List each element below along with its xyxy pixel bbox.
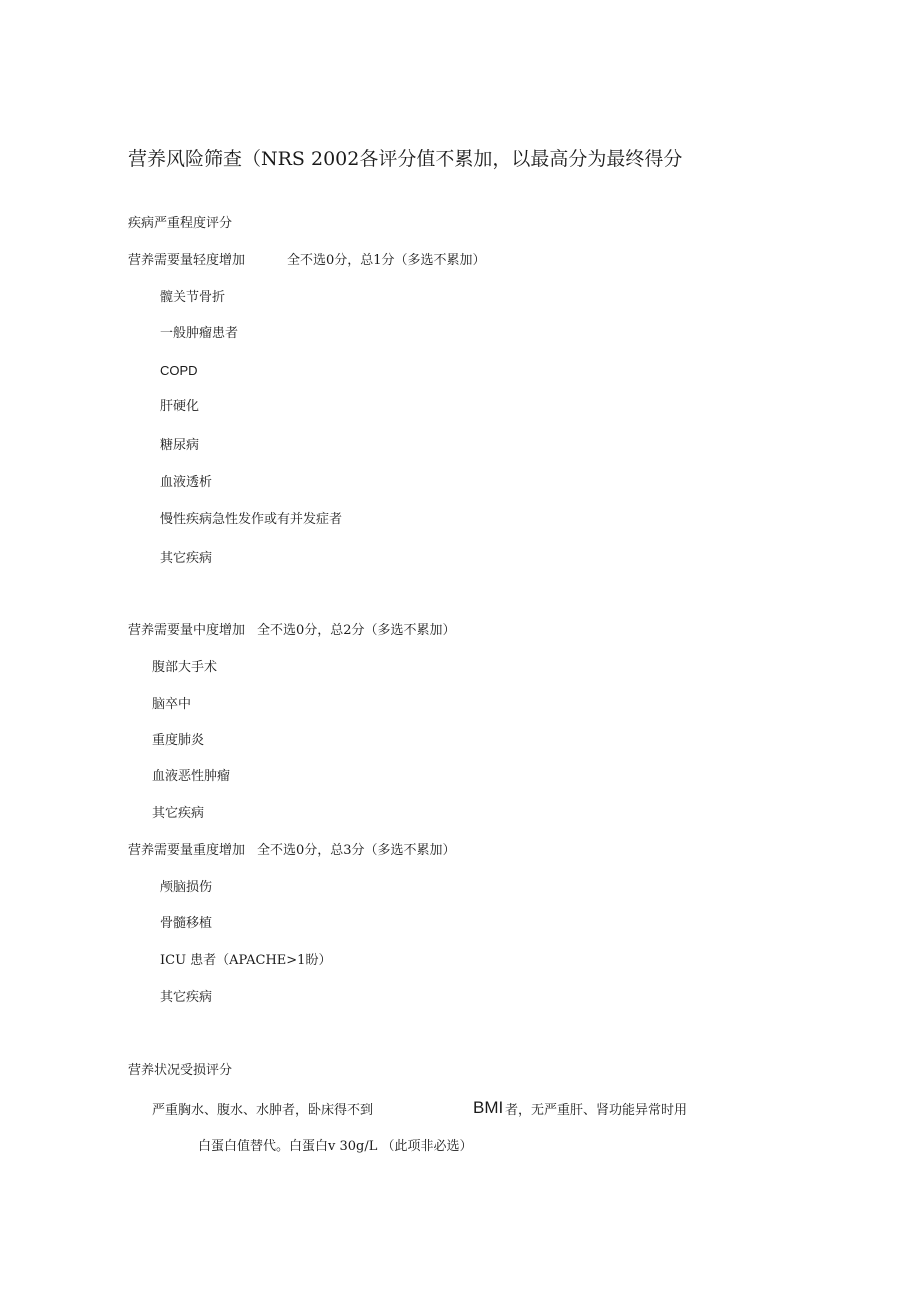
severe-label: 营养需要量重度增加 bbox=[128, 843, 246, 858]
nutrition-line1-part1: 严重胸水、腹水、水肿者，卧床得不到 bbox=[152, 1103, 374, 1118]
moderate-label: 营养需要量中度增加 bbox=[128, 623, 246, 638]
severe-item: ICU 患者（APACHE>1盼） bbox=[160, 953, 332, 968]
moderate-item: 腹部大手术 bbox=[152, 660, 218, 675]
nutrition-bmi-label: BMI bbox=[473, 1098, 504, 1117]
mild-item: 慢性疾病急性发作或有并发症者 bbox=[160, 512, 343, 527]
moderate-item: 血液恶性肿瘤 bbox=[152, 769, 231, 784]
mild-item: 血液透析 bbox=[160, 475, 213, 490]
mild-item: 髋关节骨折 bbox=[160, 290, 226, 305]
severe-item: 其它疾病 bbox=[160, 990, 213, 1005]
severe-item: 颅脑损伤 bbox=[160, 880, 213, 895]
disease-section-heading: 疾病严重程度评分 bbox=[128, 216, 233, 231]
nutrition-line2: 白蛋白值替代。白蛋白v 30g/L （此项非必选） bbox=[198, 1139, 473, 1154]
mild-note: 全不选0分，总1分（多选不累加） bbox=[287, 253, 486, 268]
mild-item: 糖尿病 bbox=[160, 438, 200, 453]
page-title: 营养风险筛查（NRS 2002各评分值不累加，以最高分为最终得分 bbox=[128, 148, 683, 170]
moderate-item: 其它疾病 bbox=[152, 806, 205, 821]
severe-note: 全不选0分，总3分（多选不累加） bbox=[257, 843, 456, 858]
mild-item: 肝硬化 bbox=[160, 399, 200, 414]
moderate-note: 全不选0分，总2分（多选不累加） bbox=[257, 623, 456, 638]
moderate-item: 脑卒中 bbox=[152, 697, 192, 712]
nutrition-line1-part2: 者，无严重肝、肾功能异常时用 bbox=[505, 1103, 688, 1118]
mild-item: 其它疾病 bbox=[160, 551, 213, 566]
mild-item: COPD bbox=[160, 363, 198, 378]
mild-label: 营养需要量轻度增加 bbox=[128, 253, 246, 268]
severe-item: 骨髓移植 bbox=[160, 916, 213, 931]
nutrition-section-heading: 营养状况受损评分 bbox=[128, 1063, 233, 1078]
moderate-item: 重度肺炎 bbox=[152, 733, 205, 748]
mild-item: 一般肿瘤患者 bbox=[160, 326, 239, 341]
